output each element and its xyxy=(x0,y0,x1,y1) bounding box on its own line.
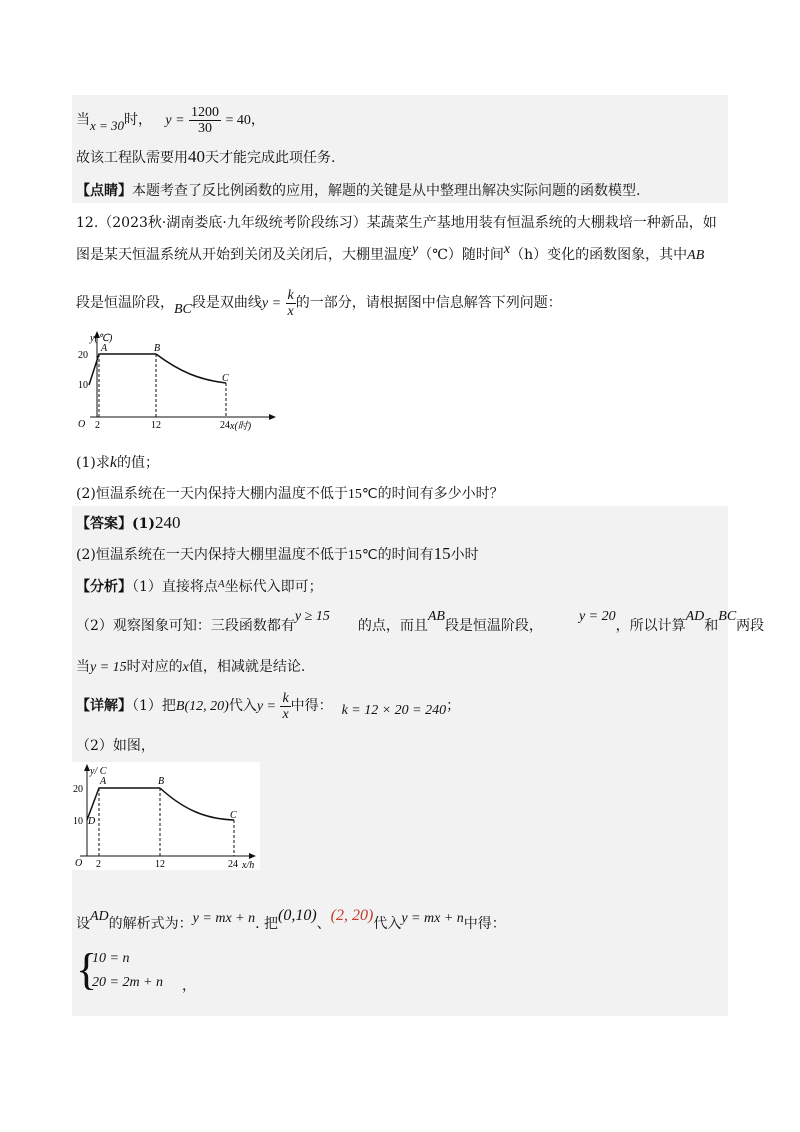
fraction-k-x-2: $\frac{k}{x}$ xyxy=(282,690,289,722)
detail-line1: 【详解】（1）把B(12, 20)代入y = $\frac{k}{x}$ 中得： k = 12 × 20 = 240； xyxy=(76,690,461,722)
svg-text:24: 24 xyxy=(220,420,230,431)
svg-text:A: A xyxy=(101,343,108,354)
brace: { xyxy=(76,945,98,994)
svg-text:B: B xyxy=(154,343,161,354)
problem-line2: 图是某天恒温系统从开始到关闭及关闭后，大棚里温度y（℃）随时间x（h）变化的函数图象，其中AB xyxy=(76,242,705,263)
svg-text:x/h: x/h xyxy=(242,860,255,870)
svg-text:C: C xyxy=(230,810,237,821)
fraction-1200-30: $\frac{1200}{30}$ xyxy=(191,104,220,136)
problem-line1: 12.（2023秋·湖南娄底·九年级统考阶段练习）某蔬菜生产基地用装有恒温系统的大棚栽培一种新品，如 xyxy=(76,215,717,231)
analysis-line2: （2）观察图象可知：三段函数都有y ≥ 15的点，而且AB段是恒温阶段，y = 20，所以计算AD和BC两段 xyxy=(76,609,765,634)
analysis-tag: 【分析】 xyxy=(76,579,132,595)
graph2-curve xyxy=(87,788,160,820)
svg-text:20: 20 xyxy=(73,784,83,795)
svg-text:12: 12 xyxy=(151,420,161,431)
problem-line3: 段是恒温阶段，BC段是双曲线y = $\frac{k}{x}$ 的一部分，请根据图中信息解答下列问题： xyxy=(76,287,562,319)
svg-text:y(℃): y(℃) xyxy=(90,333,113,344)
svg-text:2: 2 xyxy=(96,859,101,870)
detail-line2: （2）如图， xyxy=(76,738,155,754)
svg-text:A: A xyxy=(100,776,107,787)
graph-2 xyxy=(72,762,260,870)
detail-tag: 【详解】 xyxy=(76,698,132,714)
prev-solution-line2: 故该工程队需要用40天才能完成此项任务. xyxy=(76,147,336,166)
svg-text:B: B xyxy=(158,776,165,787)
dianjing-tag: 【点睛】 xyxy=(76,183,132,199)
svg-text:x(时): x(时) xyxy=(230,421,252,432)
highlight-point: (2, 20) xyxy=(330,907,374,924)
analysis-line3: 当y = 15时对应的x值，相减就是结论. xyxy=(76,659,306,675)
analysis-line1: 【分析】（1）直接将点$^A$坐标代入即可； xyxy=(76,578,323,595)
dianjing-line: 【点睛】本题考查了反比例函数的应用，解题的关键是从中整理出解决实际问题的函数模型. xyxy=(76,183,641,199)
fraction-k-x: $\frac{k}{x}$ xyxy=(287,287,294,319)
svg-text:O: O xyxy=(78,419,86,430)
svg-text:10: 10 xyxy=(73,816,83,827)
detail-line3: 设AD的解析式为：y = mx + n. 把(0,10)、(2, 20)代入y = mx + n中得： xyxy=(76,907,506,932)
svg-text:20: 20 xyxy=(78,350,88,361)
svg-text:10: 10 xyxy=(78,380,88,391)
question-2: (2)恒温系统在一天内保持大棚内温度不低于15℃的时间有多少小时？ xyxy=(76,486,504,502)
question-1: (1)求k的值； xyxy=(76,454,159,471)
answer-line2: (2)恒温系统在一天内保持大棚里温度不低于15℃的时间有15小时 xyxy=(76,544,479,563)
graph-1 xyxy=(70,330,280,435)
svg-text:2: 2 xyxy=(95,420,100,431)
answer-tag: 【答案】 xyxy=(76,516,132,532)
svg-text:y/ C: y/ C xyxy=(90,766,107,777)
svg-text:D: D xyxy=(88,816,96,827)
answer-line1: 【答案】(1)240 xyxy=(76,513,181,532)
svg-text:24: 24 xyxy=(228,859,238,870)
svg-text:12: 12 xyxy=(155,859,165,870)
svg-text:O: O xyxy=(75,858,83,869)
svg-text:C: C xyxy=(222,373,229,384)
prev-solution-line1: 当x = 30时， y = $\frac{1200}{30}$ = 40， xyxy=(76,104,265,136)
